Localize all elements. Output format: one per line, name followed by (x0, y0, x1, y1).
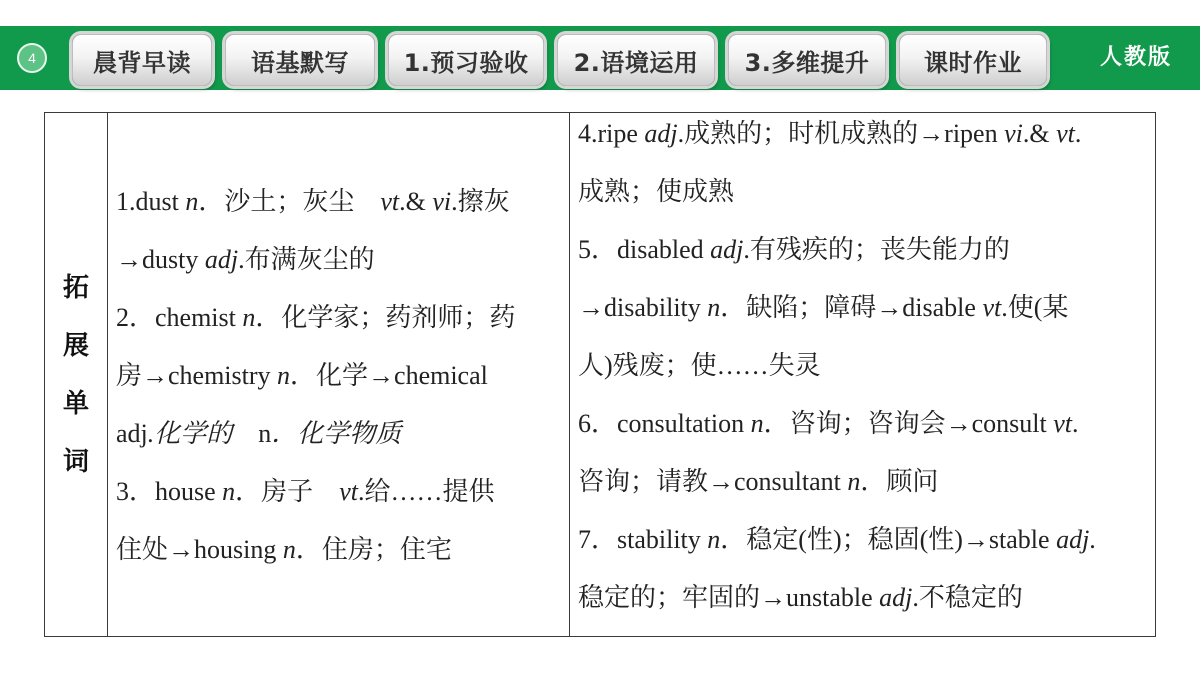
vocab-line (116, 405, 563, 463)
section-label-char: 单 (62, 388, 89, 419)
vocab-text: 6．consultation (578, 409, 751, 438)
vocab-line (116, 521, 563, 579)
vocab-line (578, 279, 1149, 337)
vocab-text: 房→chemistry (116, 360, 278, 390)
vocab-text: ．缺陷；障碍→disable (720, 293, 983, 322)
section-label (45, 113, 108, 637)
vocab-line (578, 163, 1149, 221)
vocab-text: . (1074, 119, 1082, 148)
part-of-speech: n (847, 467, 861, 496)
part-of-speech: adj (879, 583, 913, 612)
tab-morning-reading[interactable]: 晨背早读 (72, 34, 212, 86)
left-entries (108, 171, 569, 579)
tab-multi-improve[interactable]: 3.多维提升 (728, 34, 886, 86)
vocab-text: .成熟的；时机成熟的→ripen (677, 119, 1005, 148)
part-of-speech: vt (1056, 119, 1075, 148)
part-of-speech: adj (644, 119, 678, 148)
vocab-text: →disability (578, 293, 708, 322)
vocab-column-left (108, 113, 570, 637)
vocab-text: 稳定的；牢固的→unstable (578, 583, 880, 612)
part-of-speech: adj (710, 235, 744, 264)
vocab-text: .& (1022, 119, 1057, 148)
vocab-text: . (1071, 409, 1079, 438)
vocab-text: ．住房；住宅 (295, 534, 452, 564)
part-of-speech: n (750, 409, 764, 438)
vocab-text: ．沙土；灰尘 (198, 186, 381, 216)
vocab-text: 住处→housing (116, 534, 283, 564)
tab-homework[interactable]: 课时作业 (899, 34, 1047, 86)
vocab-text: 7．stability (578, 525, 708, 554)
publisher-brand: 人教版 (1100, 44, 1173, 70)
vocab-text: ．咨询；咨询会→consult (763, 409, 1054, 438)
tab-vocab-dictation[interactable]: 语基默写 (225, 34, 375, 86)
part-of-speech: vt (339, 476, 358, 506)
vocab-text: →dusty (116, 244, 205, 274)
vocab-text: 4.ripe (578, 119, 645, 148)
part-of-speech: n (282, 534, 296, 564)
vocab-text: ．化学家；药剂师；药 (255, 302, 516, 332)
part-of-speech: .化学的 (147, 418, 259, 448)
vocab-text: .擦灰 (451, 186, 510, 216)
vocab-line (578, 105, 1149, 163)
section-label-char: 展 (62, 330, 89, 361)
tab-preview-check[interactable]: 1.预习验收 (388, 34, 544, 86)
vocab-text: 1.dust (116, 186, 186, 216)
vocab-text: 3．house (116, 476, 223, 506)
vocab-text: ．化学→chemical (290, 360, 488, 390)
part-of-speech: vi (1004, 119, 1023, 148)
vocab-line (578, 221, 1149, 279)
section-label-char: 拓 (62, 272, 89, 303)
part-of-speech: adj (204, 244, 239, 274)
vocab-text: .布满灰尘的 (238, 244, 375, 274)
part-of-speech: n (222, 476, 236, 506)
part-of-speech: n (277, 360, 291, 390)
vocab-text: .不稳定的 (912, 583, 1023, 612)
vocab-text: 5．disabled (578, 235, 711, 264)
vocab-text: ．房子 (235, 476, 340, 506)
vocab-line (116, 231, 563, 289)
vocab-text: 咨询；请教→consultant (578, 467, 848, 496)
right-entries (570, 105, 1155, 627)
vocab-line (116, 173, 563, 231)
part-of-speech: adj (1056, 525, 1090, 554)
vocab-text: 人)残废；使……失灵 (578, 351, 821, 380)
part-of-speech: vi (432, 186, 452, 216)
section-label-char: 词 (62, 446, 89, 477)
vocab-line (116, 463, 563, 521)
part-of-speech: vt (982, 293, 1002, 322)
vocab-text: . (1089, 525, 1096, 554)
vocab-text: .& (399, 186, 433, 216)
vocab-line (578, 511, 1149, 569)
part-of-speech: vt (380, 186, 400, 216)
vocab-line (578, 453, 1149, 511)
vocab-column-right (570, 113, 1156, 637)
part-of-speech: n (707, 293, 721, 322)
vocab-text: 2．chemist (116, 302, 243, 332)
part-of-speech: ．化学物质 (271, 418, 402, 448)
page-number-badge: 4 (17, 43, 47, 73)
part-of-speech: n (242, 302, 256, 332)
vocab-text: ．顾问 (860, 467, 939, 496)
vocab-text: .使(某 (1001, 293, 1069, 322)
vocab-line (578, 569, 1149, 627)
vocabulary-table (44, 112, 1156, 637)
tab-context-use[interactable]: 2.语境运用 (557, 34, 715, 86)
part-of-speech: n (707, 525, 721, 554)
vocab-text: .有残疾的；丧失能力的 (743, 235, 1010, 264)
vocab-line (116, 289, 563, 347)
vocab-text: adj (116, 418, 148, 448)
vocab-text: .给……提供 (357, 476, 495, 506)
vocab-line (578, 337, 1149, 395)
part-of-speech: n (185, 186, 199, 216)
vocab-line (578, 395, 1149, 453)
vocab-text: n (258, 418, 272, 448)
part-of-speech: vt (1053, 409, 1072, 438)
vocab-line (116, 347, 563, 405)
vocab-text: 成熟；使成熟 (578, 177, 735, 206)
vocab-text: ．稳定(性)；稳固(性)→stable (720, 525, 1057, 554)
